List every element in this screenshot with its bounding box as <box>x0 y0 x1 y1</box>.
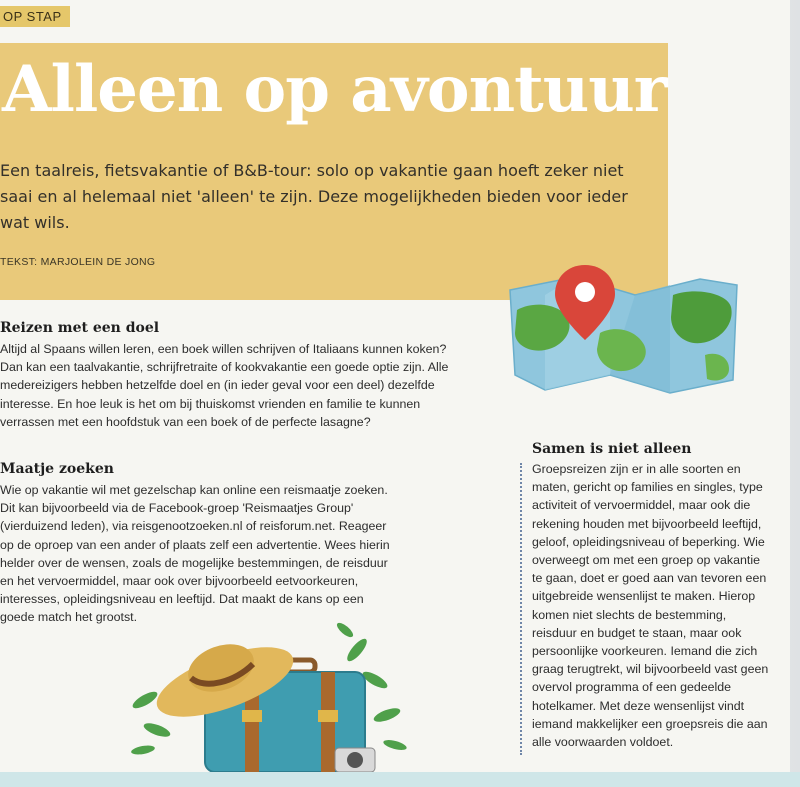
folded-map-icon <box>510 277 737 393</box>
section-heading-samen: Samen is niet alleen <box>532 441 692 457</box>
page-title: Alleen op avontuur <box>2 52 667 127</box>
section-heading-maatje: Maatje zoeken <box>0 461 114 477</box>
suitcase-with-hat-icon <box>125 620 425 772</box>
section-heading-reizen: Reizen met een doel <box>0 320 160 336</box>
intro-text: Een taalreis, fietsvakantie of B&B-tour: solo op vakantie gaan hoeft zeker niet saai en al helemaal niet 'alleen' te zijn. Deze mogelijkheden bieden voor ieder wat wils. <box>0 161 628 232</box>
sidebar-dotted-rule <box>520 463 522 755</box>
byline: TEKST: MARJOLEIN DE JONG <box>0 256 156 268</box>
section-tag: OP STAP <box>0 6 70 27</box>
section-body-maatje: Wie op vakantie wil met gezelschap kan online een reismaatje zoeken. Dit kan bijvoorbeeld via de Facebook-groep 'Reismaatjes Group' (vierduizend leden), via reisgenootzoeken.nl of reisforum.net. Reageer op de oproep van een ander of plaats zelf een advertentie. Wees hierin helder over de wensen, zoals de mogelijke bestemmingen, de reisduur en het vervoermiddel, maar ook over bijvoorbeeld eetvoorkeuren, interesses, opleidingsniveau en leeftijd. Dat maakt de kans op een goede match het grootst. <box>0 483 390 625</box>
section-body-samen: Groepsreizen zijn er in alle soorten en maten, gericht op families en singles, type activiteit of vervoermiddel, maar ook die rekening houden met bijvoorbeeld leeftijd, geloof, opleidingsniveau of beperking. Wie overweegt om met een groep op vakantie te gaan, doet er goed aan van tevoren een uitgebreide wensenlijst te maken. Hierop komen niet slechts de bestemming, reisduur en budget te staan, maar ook persoonlijke voorkeuren. Iemand die zich graag terugtrekt, wil bijvoorbeeld vast geen overvol programma of een gedeelde hotelkamer. Met deze wensenlijst vindt iemand makkelijker een groepsreis die aan alle voorwaarden voldoet. <box>532 462 769 750</box>
page-footer-strip <box>0 772 800 787</box>
section-body-reizen: Altijd al Spaans willen leren, een boek willen schrijven of Italiaans kunnen koken? Dan kan een taalvakantie, schrijfretraite of kookvakantie een goede optie zijn. Alle medereizigers hebben hetzelfde doel en (in ieder geval voor een deel) dezelfde interesse. En hoe leuk is het om bij thuiskomst vrienden en familie te kunnen verrassen met een hoofdstuk van een boek of de perfecte lasagne? <box>0 342 449 429</box>
camera-icon <box>335 748 375 772</box>
map-with-pin-icon <box>505 255 745 395</box>
